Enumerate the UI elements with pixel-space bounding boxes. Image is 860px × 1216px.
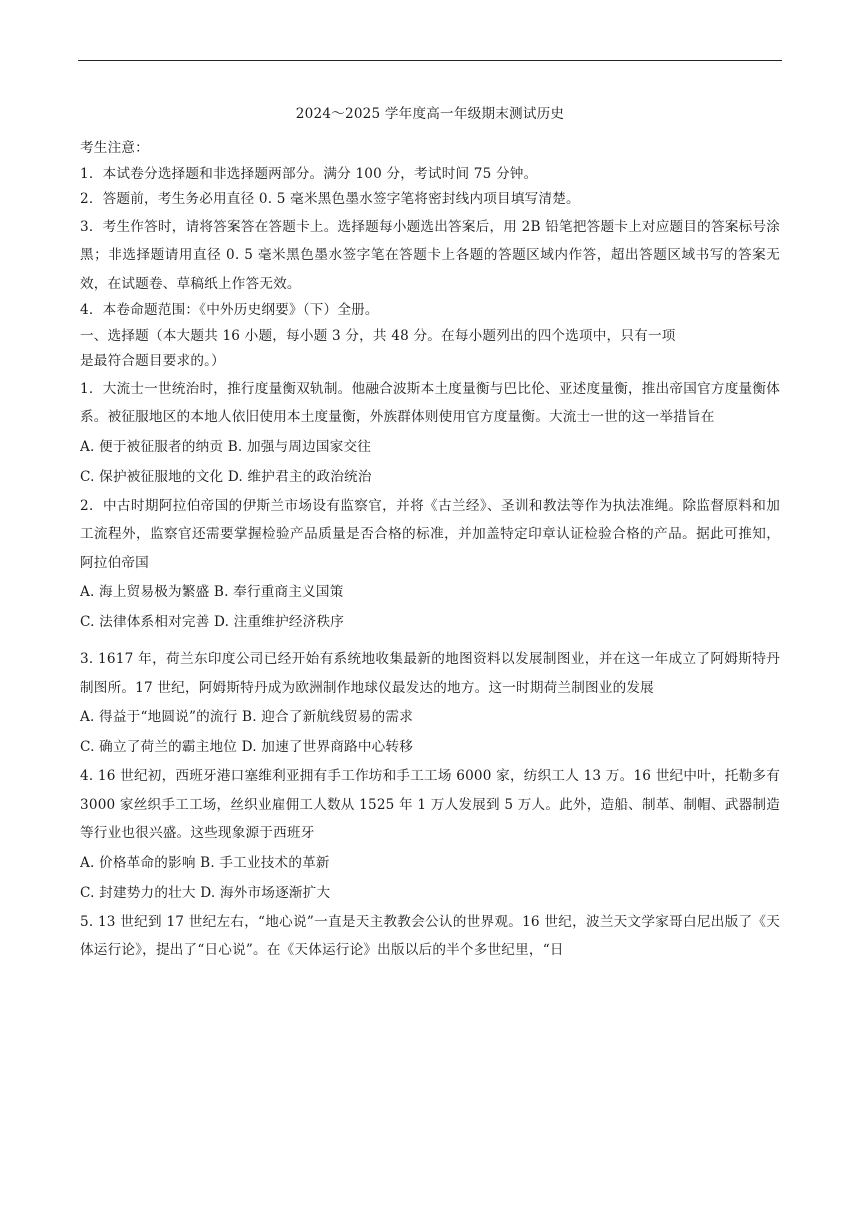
question-option-row: C. 封建势力的壮大 D. 海外市场逐渐扩大 [80,884,331,901]
notice-heading: 考生注意： [80,140,149,156]
section-heading-cont: 是最符合题目要求的。） [80,353,225,369]
question-2 [80,492,780,638]
notice-item: 2．答题前，考生务必用直径 0. 5 毫米黑色墨水签字笔将密封线内项目填写清楚。 [80,191,580,207]
notice-item: 1．本试卷分选择题和非选择题两部分。满分 100 分，考试时间 75 分钟。 [80,165,538,182]
question-option-row: C. 保护被征服地的文化 D. 维护君主的政治统治 [80,468,372,485]
question-option-row: A. 价格革命的影响 B. 手工业技术的革新 [80,854,330,871]
question-option-row: A. 得益于“地圆说”的流行 B. 迎合了新航线贸易的需求 [80,709,413,725]
question-stem: 5. 13 世纪到 17 世纪左右，“地心说”一直是天主教教会公认的世界观。16 世纪，波兰天文学家哥白尼出版了《天体运行论》，提出了“日心说”。在《天体运行论》出版以后的半个多世纪里，“日 [80,913,780,958]
question-5 [80,908,780,965]
question-option-row: A. 海上贸易极为繁盛 B. 奉行重商主义国策 [80,584,344,600]
section-heading: 一、选择题（本大题共 16 小题，每小题 3 分，共 48 分。在每小题列出的四个选项中，只有一项 [80,327,676,344]
question-stem: 2．中古时期阿拉伯帝国的伊斯兰市场设有监察官，并将《古兰经》、圣训和教法等作为执法准绳。除监督原料和加工流程外，监察官还需要掌握检验产品质量是否合格的标准，并加盖特定印章认证检验合格的产品。据此可推知，阿拉伯帝国 [80,497,780,571]
question-4 [80,762,780,908]
question-option-row: A. 便于被征服者的纳贡 B. 加强与周边国家交往 [80,438,372,455]
question-option-row: C. 法律体系相对完善 D. 注重维护经济秩序 [80,614,345,630]
header-rule [78,60,782,61]
question-stem: 3. 1617 年，荷兰东印度公司已经开始有系统地收集最新的地图资料以发展制图业，并在这一年成立了阿姆斯特丹制图所。17 世纪，阿姆斯特丹成为欧洲制作地球仪最发达的地方。这一时期荷兰制图业的发展 [80,651,780,696]
question-option-row: C. 确立了荷兰的霸主地位 D. 加速了世界商路中心转移 [80,739,414,755]
exam-title: 2024～2025 学年度高一年级期末测试历史 [295,106,565,122]
question-stem: 1．大流士一世统治时，推行度量衡双轨制。他融合波斯本土度量衡与巴比伦、亚述度量衡，推出帝国官方度量衡体系。被征服地区的本地人依旧使用本土度量衡，外族群体则使用官方度量衡。大流士一世的这一举措旨在 [80,380,780,425]
question-3 [80,645,780,762]
exam-page [80,100,780,965]
question-1 [80,375,780,492]
question-stem: 4. 16 世纪初，西班牙港口塞维利亚拥有手工作坊和手工工场 6000 家，纺织工人 13 万。16 世纪中叶，托勒多有 3000 家丝织手工工场，丝织业雇佣工人数从 1525 年 1 万人发展到 5 万人。此外，造船、制革、制帽、武器制造等行业也很兴盛。这些现象源于西班牙 [80,768,780,841]
notice-item: 4．本卷命题范围：《中外历史纲要》（下）全册。 [80,302,379,318]
notice-item: 3．考生作答时，请将答案答在答题卡上。选择题每小题选出答案后，用 2B 铅笔把答题卡上对应题目的答案标号涂黑；非选择题请用直径 0. 5 毫米黑色墨水签字笔在答题卡上各题的答题区域内作答，超出答题区域书写的答案无效，在试题卷、草稿纸上作答无效。 [80,218,780,292]
